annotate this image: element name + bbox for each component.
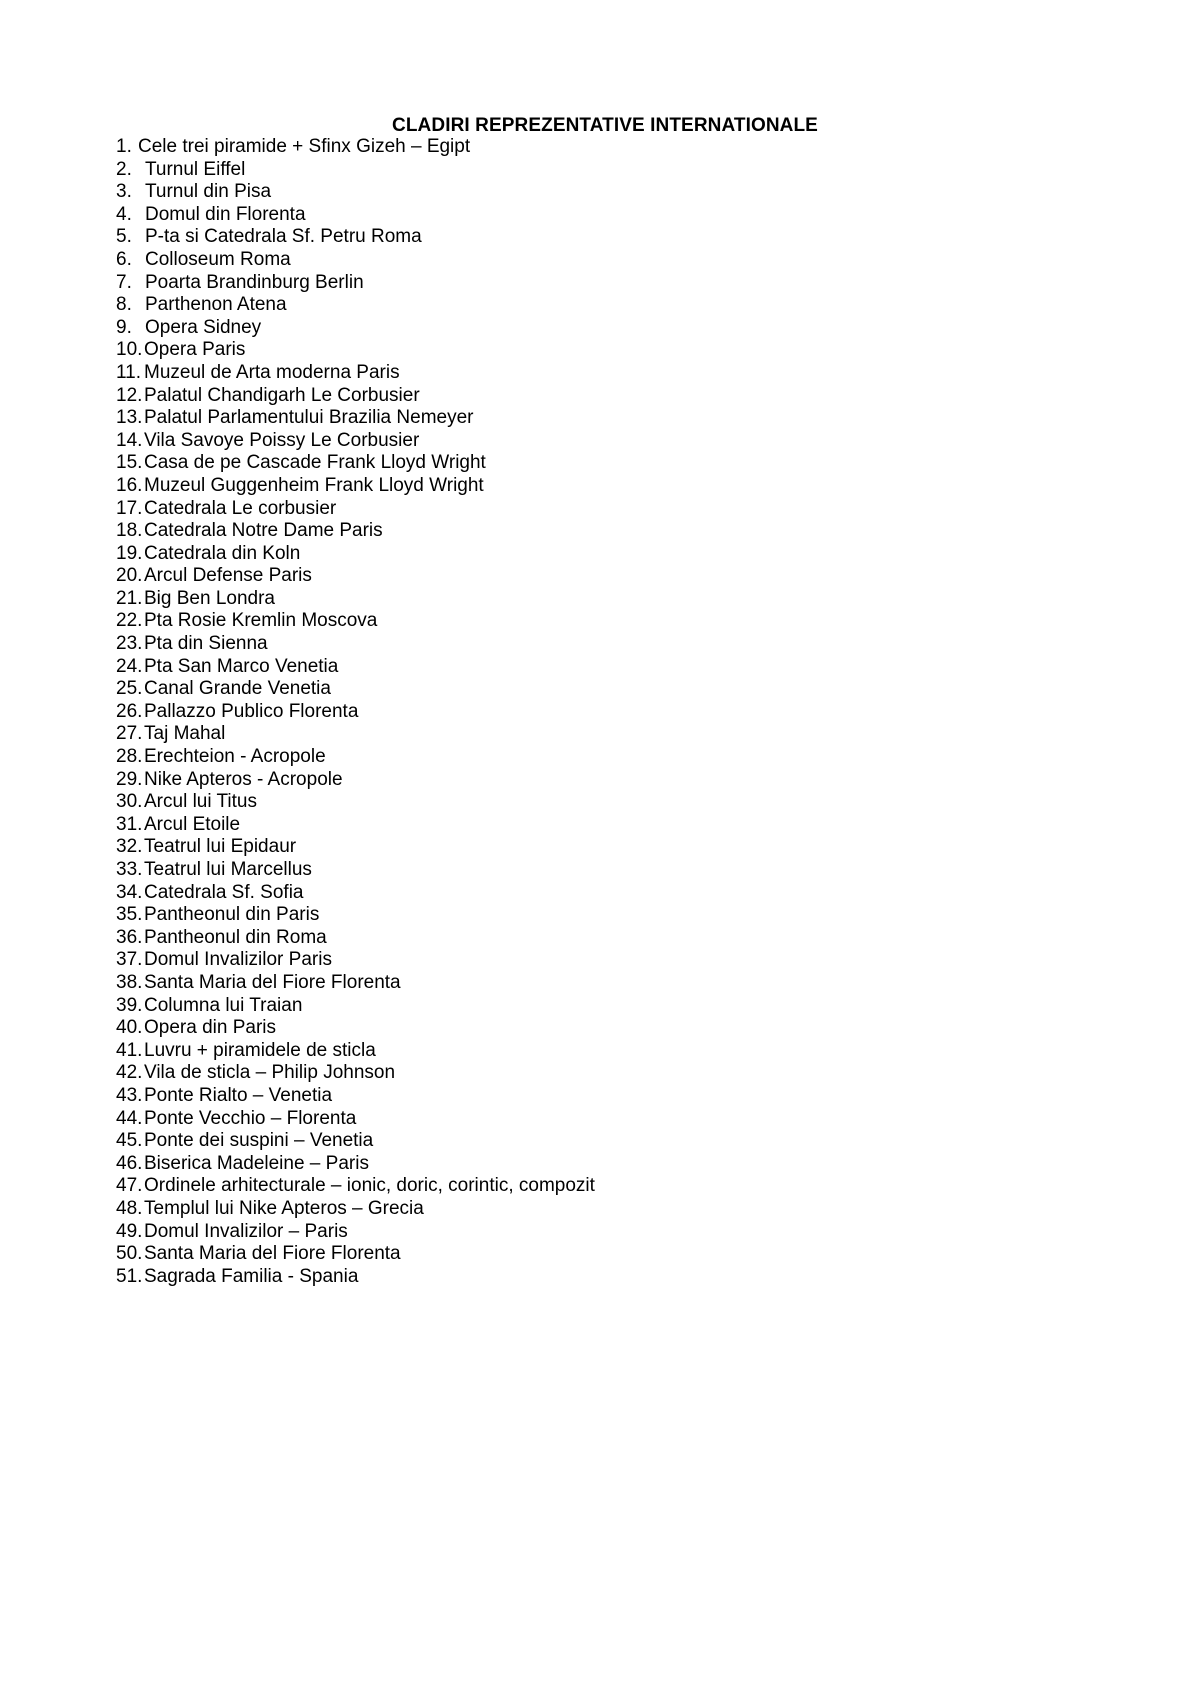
list-item (116, 159, 595, 182)
item-number: 17. (116, 497, 143, 519)
item-number: 40. (116, 1017, 143, 1039)
item-number: 11. (116, 361, 142, 383)
list-item (116, 339, 595, 362)
list-item (116, 633, 595, 656)
item-text: Canal Grande Venetia (144, 678, 331, 700)
list-item (116, 543, 595, 566)
item-number: 35. (116, 904, 143, 926)
item-number: 20. (116, 565, 143, 587)
item-number: 37. (116, 949, 143, 971)
list-item (116, 588, 595, 611)
list-item (116, 204, 595, 227)
item-text: Sagrada Familia - Spania (144, 1265, 359, 1287)
item-text: Pantheonul din Paris (144, 904, 320, 926)
item-number: 45. (116, 1130, 143, 1152)
item-text: Catedrala Le corbusier (144, 497, 337, 519)
item-number: 50. (116, 1243, 143, 1265)
list-item (116, 1198, 595, 1221)
list-item (116, 565, 595, 588)
item-text: Vila de sticla – Philip Johnson (144, 1062, 396, 1084)
item-number: 5. (116, 226, 132, 248)
list-item (116, 407, 595, 430)
item-text: Teatrul lui Marcellus (144, 859, 312, 880)
list-item (116, 498, 595, 521)
item-number: 26. (116, 700, 143, 722)
item-number: 13. (116, 407, 143, 429)
item-text: Palatul Parlamentului Brazilia Nemeyer (144, 407, 474, 429)
item-number: 51. (116, 1265, 143, 1287)
item-number: 41. (116, 1039, 143, 1061)
list-item (116, 701, 595, 724)
list-item (116, 1062, 595, 1085)
list-item (116, 678, 595, 701)
list-item (116, 181, 595, 204)
item-number: 22. (116, 610, 143, 632)
item-text: Opera Sidney (145, 316, 262, 338)
item-text: Parthenon Atena (145, 294, 287, 316)
item-number: 32. (116, 836, 143, 858)
list-item (116, 972, 595, 995)
item-text: Templul lui Nike Apteros – Grecia (144, 1197, 424, 1219)
item-number: 12. (116, 384, 143, 406)
item-number: 34. (116, 881, 143, 903)
item-text: Poarta Brandinburg Berlin (145, 271, 364, 293)
list-item (116, 475, 595, 498)
item-number: 9. (116, 316, 132, 338)
building-list (116, 136, 595, 1288)
item-text: Ponte Rialto – Venetia (144, 1084, 333, 1106)
item-text: Casa de pe Cascade Frank Lloyd Wright (144, 452, 486, 474)
item-text: Opera din Paris (144, 1017, 277, 1039)
list-item (116, 769, 595, 792)
list-item (116, 791, 595, 814)
list-item (116, 1130, 595, 1153)
item-number: 43. (116, 1084, 143, 1106)
list-item (116, 452, 595, 475)
item-text: Ordinele arhitecturale – ionic, doric, corintic, compozit (144, 1175, 595, 1197)
list-item (116, 249, 595, 272)
list-item (116, 859, 595, 882)
item-text: Taj Mahal (144, 723, 226, 745)
item-number: 19. (116, 542, 143, 564)
item-number: 4. (116, 203, 132, 225)
item-text: Domul din Florenta (145, 203, 306, 225)
item-text: Columna lui Traian (144, 994, 303, 1016)
item-text: Pta Rosie Kremlin Moscova (144, 610, 378, 632)
item-text: Pta din Sienna (144, 633, 268, 655)
item-text: Arcul Etoile (144, 813, 241, 835)
item-number: 21. (116, 587, 143, 609)
item-number: 15. (116, 452, 143, 474)
item-text: Turnul din Pisa (145, 181, 272, 203)
item-number: 47. (116, 1175, 143, 1197)
item-text: Arcul lui Titus (144, 791, 257, 813)
list-item (116, 746, 595, 769)
item-number: 27. (116, 723, 143, 745)
item-number: 16. (116, 474, 143, 496)
list-item (116, 882, 595, 905)
item-number: 25. (116, 678, 143, 700)
item-text: Muzeul Guggenheim Frank Lloyd Wright (144, 474, 484, 496)
item-text: Santa Maria del Fiore Florenta (144, 971, 401, 993)
item-number: 46. (116, 1152, 143, 1174)
item-number: 8. (116, 294, 132, 316)
list-item (116, 610, 595, 633)
item-number: 44. (116, 1107, 143, 1129)
list-item (116, 927, 595, 950)
list-item (116, 1040, 595, 1063)
list-item (116, 1243, 595, 1266)
list-item (116, 1017, 595, 1040)
list-item (116, 836, 595, 859)
list-item (116, 1175, 595, 1198)
item-number: 3. (116, 181, 132, 203)
item-text: Arcul Defense Paris (144, 565, 312, 587)
item-text: Vila Savoye Poissy Le Corbusier (144, 429, 420, 451)
item-text: Pallazzo Publico Florenta (144, 700, 359, 722)
item-number: 31. (116, 813, 143, 835)
item-number: 23. (116, 633, 143, 655)
item-number: 29. (116, 768, 143, 790)
document-title: CLADIRI REPREZENTATIVE INTERNATIONALE (392, 115, 818, 136)
item-text: Muzeul de Arta moderna Paris (144, 361, 400, 383)
item-text: Big Ben Londra (144, 587, 275, 609)
item-number: 33. (116, 859, 143, 880)
item-number: 39. (116, 994, 143, 1016)
item-text: Teatrul lui Epidaur (144, 836, 297, 858)
list-item (116, 995, 595, 1018)
list-item (116, 136, 595, 159)
list-item (116, 656, 595, 679)
list-item (116, 1221, 595, 1244)
item-text: Pta San Marco Venetia (144, 655, 339, 677)
item-text: Ponte Vecchio – Florenta (144, 1107, 357, 1129)
item-text: Santa Maria del Fiore Florenta (144, 1243, 401, 1265)
item-text: Catedrala Sf. Sofia (144, 881, 304, 903)
item-text: Palatul Chandigarh Le Corbusier (144, 384, 420, 406)
item-number: 6. (116, 248, 132, 270)
list-item (116, 385, 595, 408)
list-item (116, 317, 595, 340)
item-text: Opera Paris (144, 339, 246, 361)
item-number: 42. (116, 1062, 143, 1084)
item-number: 7. (116, 271, 132, 293)
item-number: 30. (116, 791, 143, 813)
item-text: P-ta si Catedrala Sf. Petru Roma (145, 226, 422, 248)
list-item (116, 1108, 595, 1131)
item-number: 18. (116, 520, 143, 542)
item-text: Nike Apteros - Acropole (144, 768, 343, 790)
list-item (116, 1266, 595, 1289)
list-item (116, 814, 595, 837)
item-number: 24. (116, 655, 143, 677)
list-item (116, 430, 595, 453)
item-number: 48. (116, 1197, 143, 1219)
item-number: 2. (116, 158, 132, 180)
item-text: Colloseum Roma (145, 248, 291, 270)
list-item (116, 1153, 595, 1176)
item-text: Erechteion - Acropole (144, 746, 326, 768)
item-number: 38. (116, 971, 143, 993)
list-item (116, 1085, 595, 1108)
list-item (116, 226, 595, 249)
list-item (116, 723, 595, 746)
item-text: Cele trei piramide + Sfinx Gizeh – Egipt (138, 136, 471, 157)
item-text: Biserica Madeleine – Paris (144, 1152, 369, 1174)
item-text: Catedrala Notre Dame Paris (144, 520, 383, 542)
item-text: Luvru + piramidele de sticla (144, 1039, 376, 1061)
list-item (116, 520, 595, 543)
item-number: 36. (116, 926, 143, 948)
item-text: Domul Invalizilor Paris (144, 949, 332, 971)
item-text: Turnul Eiffel (145, 158, 246, 180)
item-number: 28. (116, 746, 143, 768)
list-item (116, 949, 595, 972)
item-text: Catedrala din Koln (144, 542, 301, 564)
list-item (116, 904, 595, 927)
item-text: Ponte dei suspini – Venetia (144, 1130, 374, 1152)
item-text: Pantheonul din Roma (144, 926, 327, 948)
item-number: 1. (116, 136, 132, 157)
item-number: 49. (116, 1220, 143, 1242)
list-item (116, 362, 595, 385)
item-number: 10. (116, 339, 143, 361)
item-text: Domul Invalizilor – Paris (144, 1220, 348, 1242)
item-number: 14. (116, 429, 143, 451)
list-item (116, 294, 595, 317)
list-item (116, 272, 595, 295)
